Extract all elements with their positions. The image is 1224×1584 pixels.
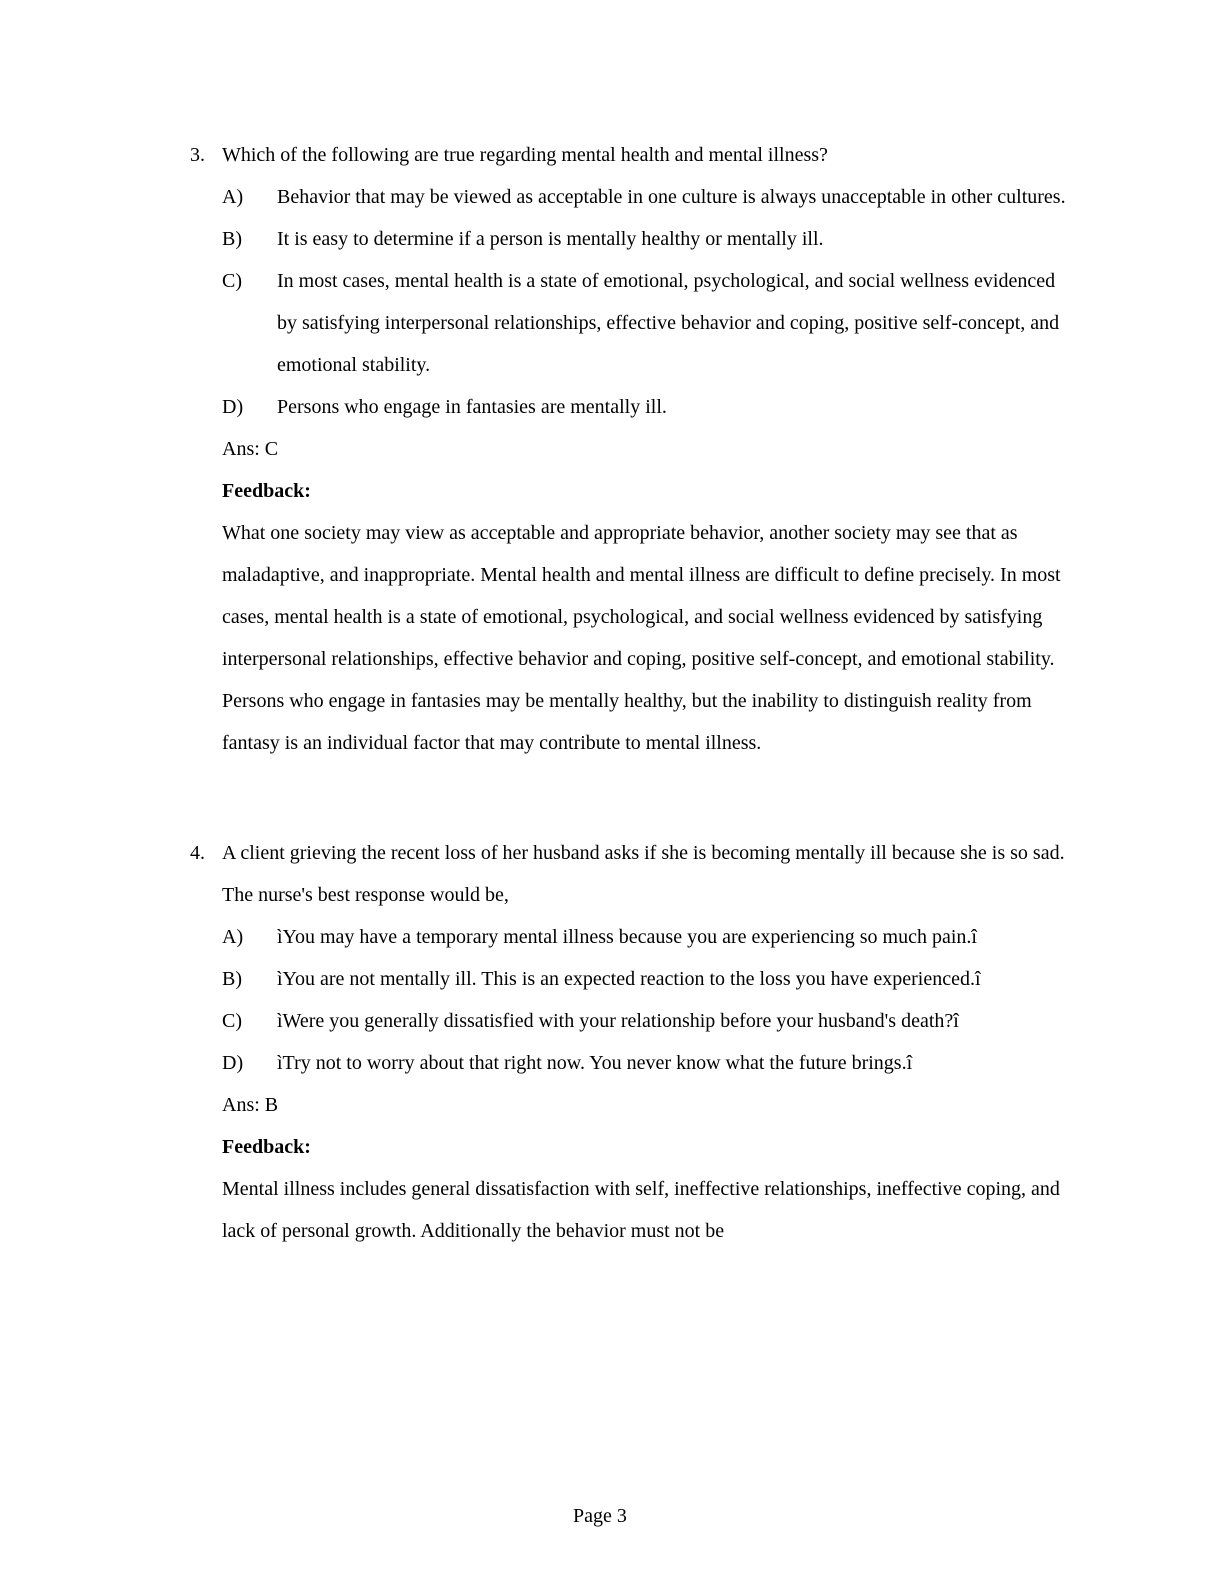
question-3-option-d <box>222 386 1068 428</box>
option-text: Behavior that may be viewed as acceptable in one culture is always unacceptable in other cultures. <box>277 186 1066 208</box>
option-letter: A) <box>222 186 244 208</box>
question-4-option-a <box>222 916 1068 958</box>
question-3-option-b <box>222 218 1068 260</box>
option-text: It is easy to determine if a person is mentally healthy or mentally ill. <box>277 228 824 250</box>
option-text: ìYou are not mentally ill. This is an expected reaction to the loss you have experienced.î <box>277 968 981 990</box>
question-3-option-a <box>222 176 1068 218</box>
question-4-option-b <box>222 958 1068 1000</box>
option-text: ìYou may have a temporary mental illness because you are experiencing so much pain.î <box>277 926 977 948</box>
question-3-feedback-text: What one society may view as acceptable and appropriate behavior, another society may see that as maladaptive, and inappropriate. Mental health and mental illness are difficult to define precisely. In most cases, mental health is a state of emotional, psychological, and social wellness evidenced by satisfying interpersonal relationships, effective behavior and coping, positive self-concept, and emotional stability. Persons who engage in fantasies may be mentally healthy, but the inability to distinguish reality from fantasy is an individual factor that may contribute to mental illness. <box>222 522 1061 754</box>
question-4-option-c <box>222 1000 1068 1042</box>
option-letter: A) <box>222 926 244 948</box>
option-letter: D) <box>222 1052 244 1074</box>
question-3-stem <box>190 134 1068 176</box>
question-4-number: 4. <box>190 842 205 864</box>
option-text: Persons who engage in fantasies are mentally ill. <box>277 396 667 418</box>
question-3-number: 3. <box>190 144 205 166</box>
page-number: Page 3 <box>573 1505 627 1527</box>
option-text: In most cases, mental health is a state of emotional, psychological, and social wellness evidenced by satisfying interpersonal relationships, effective behavior and coping, positive self-concept, and emotional stability. <box>277 270 1060 376</box>
question-4-option-d <box>222 1042 1068 1084</box>
option-letter: D) <box>222 396 244 418</box>
question-3-feedback-label: Feedback: <box>222 480 311 502</box>
question-4-answer: Ans: B <box>222 1094 279 1116</box>
question-3-text: Which of the following are true regarding mental health and mental illness? <box>222 144 828 166</box>
question-3-answer: Ans: C <box>222 438 279 460</box>
option-letter: C) <box>222 270 242 292</box>
question-3-option-c <box>222 260 1068 386</box>
question-4-text: A client grieving the recent loss of her husband asks if she is becoming mentally ill because she is so sad. The nurse's best response would be, <box>222 842 1065 906</box>
option-text: ìTry not to worry about that right now. You never know what the future brings.î <box>277 1052 913 1074</box>
question-4-stem <box>190 832 1068 916</box>
document-content <box>190 134 1068 1252</box>
question-4-feedback-label: Feedback: <box>222 1136 311 1158</box>
question-4 <box>190 832 1068 1252</box>
option-letter: B) <box>222 228 242 250</box>
option-letter: B) <box>222 968 242 990</box>
question-3 <box>190 134 1068 764</box>
option-letter: C) <box>222 1010 242 1032</box>
question-4-feedback-text: Mental illness includes general dissatisfaction with self, ineffective relationships, ineffective coping, and lack of personal growth. Additionally the behavior must not be <box>222 1178 1060 1242</box>
option-text: ìWere you generally dissatisfied with your relationship before your husband's death?î <box>277 1010 959 1032</box>
